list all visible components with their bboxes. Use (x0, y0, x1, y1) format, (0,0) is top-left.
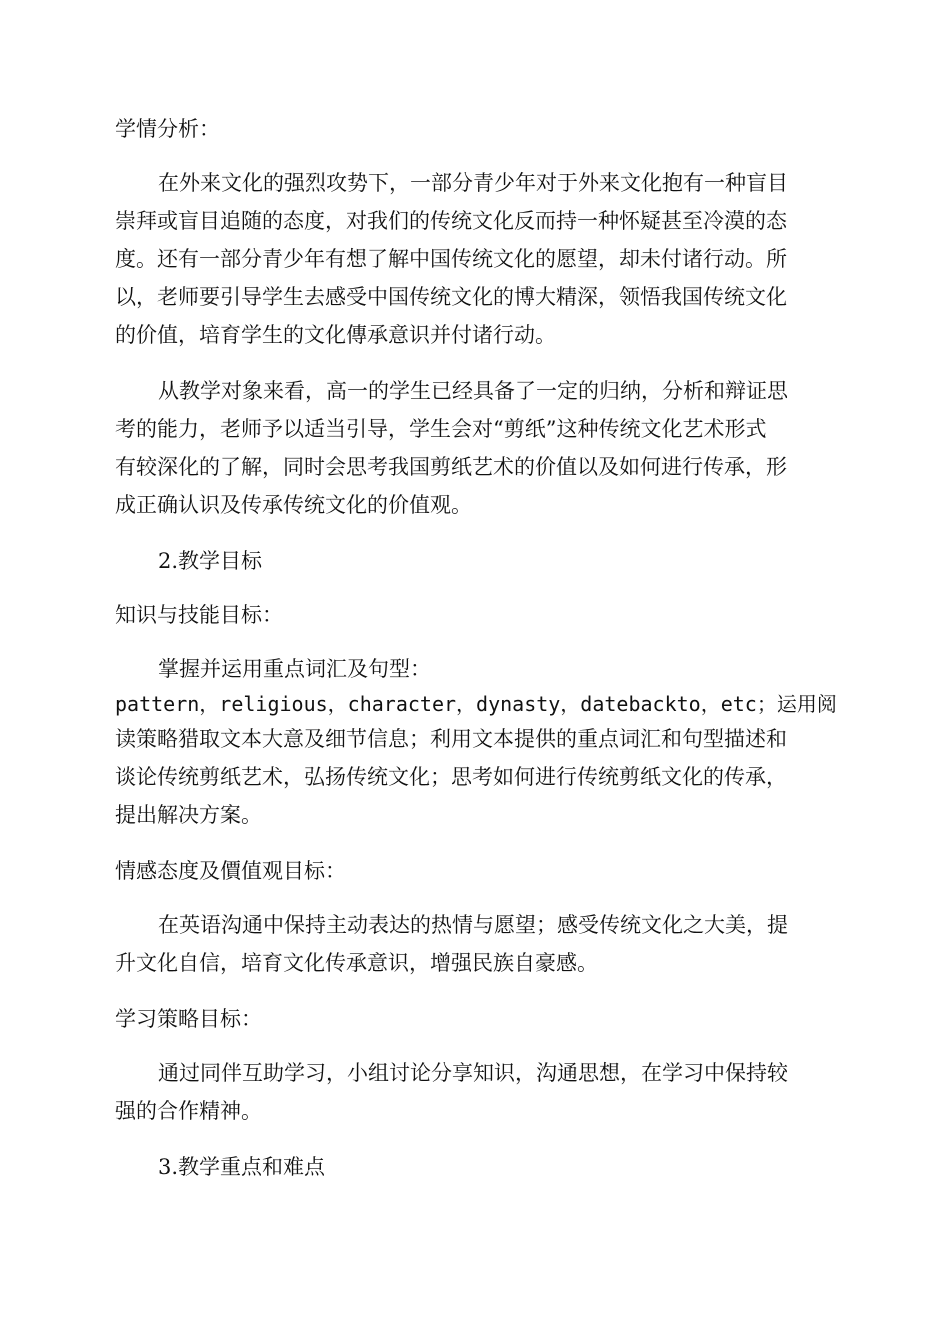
text-line: 在外来文化的强烈攻势下，一部分青少年对于外来文化抱有一种盲目 (158, 171, 788, 195)
text-line: 崇拜或盲目追随的态度，对我们的传统文化反而持一种怀疑甚至冷漠的态 (115, 209, 787, 233)
vocabulary-line: pattern，religious，character，dynasty，datebackto，etc；运用阅 (115, 692, 837, 716)
paragraph-emotion-values (115, 906, 837, 982)
section-2-title: 2.教学目标 (158, 549, 263, 573)
text-line: 的价值，培育学生的文化傳承意识并付诸行动。 (115, 323, 556, 347)
heading-emotion-values: 情感态度及價值观目标： (115, 859, 346, 883)
text-line: 掌握并运用重点词汇及句型： (158, 657, 431, 681)
text-line: 以，老师要引导学生去感受中国传统文化的博大精深，领悟我国传统文化 (115, 285, 787, 309)
heading-xueqing-fenxi: 学情分析： (115, 117, 220, 141)
paragraph-learning-strategy (115, 1054, 837, 1130)
heading-learning-strategy: 学习策略目标： (115, 1007, 262, 1031)
text-line: 在英语沟通中保持主动表达的热情与愿望；感受传统文化之大美，提 (158, 913, 788, 937)
text-line: 从教学对象来看，高一的学生已经具备了一定的归纳，分析和辩证思 (158, 379, 788, 403)
heading-knowledge-skills: 知识与技能目标： (115, 603, 283, 627)
text-line: 成正确认识及传承传统文化的价值观。 (115, 493, 472, 517)
text-line: 强的合作精神。 (115, 1099, 262, 1123)
text-line: 谈论传统剪纸艺术，弘扬传统文化；思考如何进行传统剪纸文化的传承， (115, 765, 787, 789)
paragraph-teaching-object (115, 372, 837, 524)
text-line: 有较深化的了解，同时会思考我国剪纸艺术的价值以及如何进行传承，形 (115, 455, 787, 479)
text-line: 考的能力，老师予以适当引导，学生会对“剪纸”这种传统文化艺术形式 (115, 417, 767, 441)
paragraph-foreign-culture (115, 164, 837, 354)
text-line: 读策略猎取文本大意及细节信息；利用文本提供的重点词汇和句型描述和 (115, 727, 787, 751)
text-line: 通过同伴互助学习，小组讨论分享知识，沟通思想，在学习中保持较 (158, 1061, 788, 1085)
text-line: 度。还有一部分青少年有想了解中国传统文化的愿望，却未付诸行动。所 (115, 247, 787, 271)
text-line: 升文化自信，培育文化传承意识，增强民族自豪感。 (115, 951, 598, 975)
document-body (115, 110, 837, 1186)
paragraph-knowledge-skills (115, 650, 837, 834)
section-3-title: 3.教学重点和难点 (158, 1155, 326, 1179)
text-line: 提出解决方案。 (115, 803, 262, 827)
